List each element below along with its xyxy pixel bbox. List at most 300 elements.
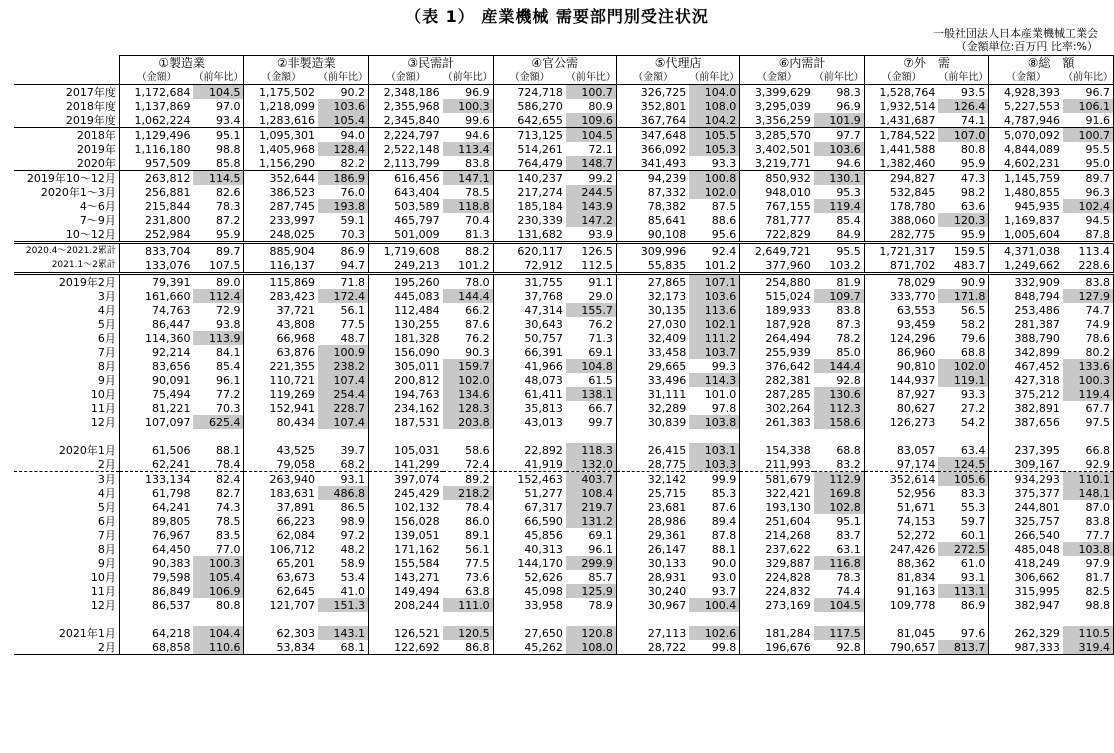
amount-cell: 871,702 [889, 258, 936, 272]
amount-cell: 109,778 [889, 598, 936, 612]
amount-cell: 233,997 [269, 213, 316, 227]
ratio-cell: 109.7 [814, 289, 865, 303]
amount-cell: 74,763 [151, 303, 191, 317]
spacer-cell [740, 429, 814, 443]
ratio-cell: 87.6 [689, 500, 740, 514]
ratio-cell: 96.7 [1063, 85, 1114, 100]
amount-cell: 32,289 [647, 401, 687, 415]
amount-cell: 79,058 [276, 457, 316, 471]
amount-cell: 91,163 [896, 584, 936, 598]
amount-cell: 64,450 [151, 542, 191, 556]
amount-cell: 532,845 [889, 185, 936, 199]
table-row [14, 584, 1114, 598]
ratio-cell: 111.2 [689, 331, 740, 345]
ratio-cell: 78.0 [443, 274, 494, 290]
ratio-cell: 74.1 [938, 113, 989, 128]
amount-cell: 264,494 [765, 331, 811, 345]
amount-cell: 948,010 [765, 185, 811, 199]
amount-cell: 90,810 [896, 359, 936, 373]
amount-cell: 114,360 [144, 331, 191, 345]
table-row [14, 373, 1114, 387]
amount-cell: 215,844 [144, 199, 191, 213]
amount-cell: 66,590 [524, 514, 563, 528]
ratio-cell: 74.3 [193, 500, 244, 514]
ratio-cell: 48.7 [318, 331, 369, 345]
ratio-cell: 89.7 [193, 243, 244, 259]
ratio-cell: 69.1 [566, 528, 617, 542]
ratio-cell: 77.0 [193, 542, 244, 556]
ratio-cell: 63.4 [938, 443, 989, 457]
ratio-cell: 92.8 [814, 373, 865, 387]
amount-cell: 850,932 [740, 171, 814, 186]
ratio-cell: 72.1 [566, 142, 617, 156]
amount-cell: 40,313 [524, 542, 563, 556]
row-label: 7月 [14, 528, 119, 542]
amount-cell: 62,241 [151, 457, 191, 471]
ratio-cell: 87.5 [689, 199, 740, 213]
amount-cell: 501,009 [394, 227, 440, 241]
ratio-cell: 92.8 [814, 640, 865, 655]
ratio-cell: 148.1 [1063, 486, 1114, 500]
ratio-cell: 147.1 [443, 171, 494, 186]
amount-cell: 4,928,393 [989, 85, 1063, 100]
table-row [14, 542, 1114, 556]
ratio-cell: 78.4 [193, 457, 244, 472]
row-label: 10月 [14, 387, 119, 401]
ratio-cell: 95.9 [938, 227, 989, 243]
row-label: 5月 [14, 500, 119, 514]
ratio-cell: 101.2 [443, 258, 494, 274]
ratio-cell: 74.7 [1063, 303, 1114, 317]
amount-cell: 1,218,099 [259, 99, 316, 113]
ratio-cell: 112.9 [814, 472, 865, 487]
ratio-cell: 93.9 [566, 227, 617, 243]
ratio-cell: 93.0 [689, 570, 740, 584]
row-label: 5月 [14, 317, 119, 331]
ratio-subheader: （前年比） [193, 72, 244, 83]
ratio-cell: 39.7 [318, 443, 369, 457]
amount-cell: 47,314 [524, 303, 563, 317]
ratio-cell: 119.4 [1063, 387, 1114, 401]
ratio-cell: 105.6 [938, 472, 989, 487]
ratio-subheader: （前年比） [813, 72, 864, 83]
ratio-cell: 244.5 [566, 185, 617, 199]
ratio-cell: 112.4 [193, 289, 244, 303]
column-header: ④官公需 [493, 56, 616, 72]
table-row [14, 199, 1114, 213]
ratio-cell: 98.9 [318, 514, 369, 528]
ratio-cell: 159.5 [938, 243, 989, 259]
ratio-cell: 103.1 [689, 443, 740, 457]
table-row [14, 626, 1114, 640]
ratio-cell: 98.2 [938, 185, 989, 199]
amount-cell: 249,213 [394, 258, 440, 272]
amount-cell: 65,201 [276, 556, 316, 570]
ratio-cell: 85.4 [814, 213, 865, 227]
amount-cell: 445,083 [394, 289, 440, 303]
ratio-cell: 58.9 [318, 556, 369, 570]
amount-cell: 62,303 [276, 626, 316, 640]
ratio-cell: 158.6 [814, 415, 865, 429]
amount-cell: 642,655 [517, 113, 563, 127]
ratio-cell: 119.4 [814, 199, 865, 213]
amount-cell: 52,272 [896, 528, 936, 542]
ratio-cell: 63.8 [443, 584, 494, 598]
amount-cell: 61,411 [524, 387, 563, 401]
amount-cell: 90,091 [151, 373, 191, 387]
amount-cell: 23,681 [647, 500, 687, 514]
ratio-cell: 82.2 [318, 156, 369, 171]
spacer-cell [14, 612, 119, 626]
amount-cell: 467,452 [1014, 359, 1060, 373]
table-row [14, 514, 1114, 528]
row-label: 6月 [14, 514, 119, 528]
row-label: 11月 [14, 401, 119, 415]
ratio-cell: 68.8 [938, 345, 989, 359]
table-row [14, 128, 1114, 143]
ratio-cell: 105.3 [689, 142, 740, 156]
ratio-cell: 58.6 [443, 443, 494, 457]
ratio-cell: 56.5 [938, 303, 989, 317]
amount-cell: 68,858 [119, 640, 193, 655]
amount-cell: 208,244 [394, 598, 440, 612]
ratio-cell: 66.2 [443, 303, 494, 317]
ratio-cell: 228.6 [1063, 258, 1114, 274]
amount-cell: 248,025 [269, 227, 316, 241]
ratio-cell: 272.5 [938, 542, 989, 556]
ratio-cell: 72.9 [193, 303, 244, 317]
ratio-cell: 95.5 [814, 243, 865, 259]
ratio-cell: 128.4 [318, 142, 369, 156]
amount-cell: 1,283,616 [259, 113, 316, 127]
amount-cell: 957,509 [144, 156, 191, 170]
amount-cell: 43,525 [276, 443, 316, 457]
ratio-cell: 59.1 [318, 213, 369, 227]
column-header: ⑥内需計 [740, 56, 865, 72]
amount-cell: 4,371,038 [989, 243, 1063, 259]
amount-cell: 115,869 [244, 274, 318, 290]
spacer-cell [443, 429, 494, 443]
ratio-cell: 110.6 [193, 640, 244, 655]
row-label: 4月 [14, 486, 119, 500]
ratio-cell: 97.0 [193, 99, 244, 113]
ratio-cell: 112.3 [814, 401, 865, 415]
ratio-cell: 96.9 [814, 99, 865, 113]
amount-cell: 237,395 [1014, 443, 1060, 457]
ratio-cell: 124.5 [938, 457, 989, 472]
table-row [14, 99, 1114, 113]
table-row [14, 156, 1114, 171]
ratio-cell: 91.1 [566, 274, 617, 290]
ratio-cell: 107.0 [938, 128, 989, 143]
amount-cell: 141,299 [394, 457, 440, 471]
ratio-cell: 86.5 [318, 500, 369, 514]
amount-cell: 28,722 [616, 640, 689, 655]
ratio-cell: 254.4 [318, 387, 369, 401]
amount-cell: 255,939 [765, 345, 811, 359]
amount-cell: 193,130 [765, 500, 811, 514]
amount-cell: 63,553 [896, 303, 936, 317]
amount-cell: 427,318 [1014, 373, 1060, 387]
amount-cell: 28,775 [647, 457, 687, 471]
ratio-cell: 98.8 [193, 142, 244, 156]
ratio-cell: 78.5 [193, 514, 244, 528]
amount-cell: 790,657 [864, 640, 938, 655]
ratio-cell: 104.5 [193, 85, 244, 100]
amount-cell: 86,447 [151, 317, 191, 331]
ratio-cell: 113.6 [689, 303, 740, 317]
ratio-cell: 80.8 [193, 598, 244, 612]
ratio-cell: 82.6 [193, 185, 244, 199]
ratio-cell: 108.0 [689, 99, 740, 113]
amount-cell: 86,960 [896, 345, 936, 359]
row-label: 2019年 [14, 142, 119, 156]
table-row [14, 598, 1114, 612]
ratio-cell: 95.1 [193, 128, 244, 143]
ratio-cell: 100.3 [1063, 373, 1114, 387]
ratio-cell: 93.3 [689, 156, 740, 171]
ratio-cell: 144.4 [443, 289, 494, 303]
row-label: 2019年度 [14, 113, 119, 128]
spacer-cell [119, 429, 193, 443]
amount-cell: 287,745 [269, 199, 316, 213]
spacer-cell [1063, 612, 1114, 626]
amount-cell: 302,264 [765, 401, 811, 415]
ratio-cell: 84.1 [193, 345, 244, 359]
amount-subheader: （金額） [864, 71, 938, 85]
amount-cell: 4,844,089 [1003, 142, 1060, 156]
subheader-row [14, 71, 1114, 85]
ratio-cell: 104.5 [566, 128, 617, 143]
amount-cell: 306,662 [1014, 570, 1060, 584]
amount-cell: 1,382,460 [879, 156, 936, 170]
row-label: 2月 [14, 457, 119, 472]
ratio-cell: 68.2 [318, 457, 369, 472]
ratio-cell: 102.4 [1063, 199, 1114, 213]
ratio-cell: 97.5 [1063, 415, 1114, 429]
ratio-cell: 107.1 [689, 274, 740, 290]
ratio-cell: 105.4 [318, 113, 369, 128]
spacer-row [14, 429, 1114, 443]
spacer-cell [1063, 429, 1114, 443]
amount-cell: 195,260 [369, 274, 443, 290]
amount-cell: 2,345,840 [383, 113, 440, 127]
amount-cell: 66,968 [276, 331, 316, 345]
amount-cell: 85,641 [647, 213, 687, 227]
amount-cell: 33,458 [647, 345, 687, 359]
ratio-cell: 155.7 [566, 303, 617, 317]
ratio-cell: 78.2 [814, 331, 865, 345]
amount-cell: 110,721 [269, 373, 316, 387]
amount-cell: 87,332 [647, 185, 687, 199]
amount-subheader: （金額） [244, 71, 318, 85]
ratio-cell: 151.3 [318, 598, 369, 612]
amount-cell: 934,293 [989, 472, 1063, 487]
ratio-cell: 94.5 [1063, 213, 1114, 227]
spacer-cell [566, 612, 617, 626]
spacer-cell [740, 612, 814, 626]
ratio-cell: 77.2 [193, 387, 244, 401]
ratio-cell: 130.1 [814, 171, 865, 186]
amount-cell: 217,274 [517, 185, 563, 199]
amount-cell: 30,240 [647, 584, 687, 598]
ratio-cell: 86.0 [443, 514, 494, 528]
unit-note: （金額単位:百万円 比率:%） [955, 40, 1098, 53]
amount-cell: 51,671 [896, 500, 936, 514]
ratio-cell: 56.1 [318, 303, 369, 317]
amount-cell: 45,262 [493, 640, 566, 655]
ratio-cell: 102.0 [938, 359, 989, 373]
amount-cell: 89,805 [151, 514, 191, 528]
ratio-cell: 66.7 [566, 401, 617, 415]
amount-cell: 764,479 [517, 156, 563, 170]
amount-cell: 3,295,039 [754, 99, 811, 113]
amount-cell: 231,800 [144, 213, 191, 227]
ratio-cell: 29.0 [566, 289, 617, 303]
amount-cell: 1,175,502 [244, 85, 318, 100]
amount-cell: 2,522,148 [383, 142, 440, 156]
amount-cell: 245,429 [394, 486, 440, 500]
ratio-cell: 486.8 [318, 486, 369, 500]
ratio-cell: 102.0 [689, 185, 740, 199]
ratio-cell: 95.9 [193, 227, 244, 243]
ratio-cell: 73.6 [443, 570, 494, 584]
ratio-cell: 148.7 [566, 156, 617, 171]
amount-cell: 1,932,514 [879, 99, 936, 113]
amount-cell: 119,269 [269, 387, 316, 401]
ratio-cell: 813.7 [938, 640, 989, 655]
header-corner [14, 56, 119, 72]
page-title: （表 1） 産業機械 需要部門別受注状況 [405, 7, 709, 26]
amount-cell: 1,441,588 [879, 142, 936, 156]
amount-cell: 326,725 [616, 85, 689, 100]
ratio-cell: 85.8 [193, 156, 244, 171]
amount-cell: 987,333 [989, 640, 1063, 655]
amount-cell: 25,715 [647, 486, 687, 500]
ratio-cell: 78.6 [1063, 331, 1114, 345]
ratio-cell: 99.2 [566, 171, 617, 186]
ratio-cell: 84.9 [814, 227, 865, 243]
amount-cell: 116,137 [269, 258, 316, 272]
row-label: 7月 [14, 345, 119, 359]
ratio-cell: 53.4 [318, 570, 369, 584]
ratio-cell: 68.8 [814, 443, 865, 457]
amount-cell: 1,095,301 [244, 128, 318, 143]
amount-subheader: （金額） [989, 71, 1063, 85]
amount-cell: 27,865 [616, 274, 689, 290]
amount-cell: 3,402,501 [754, 142, 811, 156]
ratio-cell: 81.3 [443, 227, 494, 243]
amount-cell: 263,940 [244, 472, 318, 487]
ratio-cell: 103.6 [318, 99, 369, 113]
ratio-cell: 106.1 [1063, 99, 1114, 113]
spacer-cell [244, 429, 318, 443]
ratio-cell: 47.3 [938, 171, 989, 186]
ratio-cell: 120.5 [443, 626, 494, 640]
ratio-cell: 118.8 [443, 199, 494, 213]
ratio-cell: 94.6 [443, 128, 494, 143]
amount-cell: 139,051 [394, 528, 440, 542]
ratio-cell: 80.8 [938, 142, 989, 156]
ratio-cell: 104.4 [193, 626, 244, 640]
amount-cell: 848,794 [1014, 289, 1060, 303]
ratio-cell: 96.1 [193, 373, 244, 387]
ratio-cell: 83.8 [1063, 514, 1114, 528]
amount-cell: 397,074 [369, 472, 443, 487]
amount-cell: 94,239 [616, 171, 689, 186]
spacer-cell [193, 612, 244, 626]
amount-cell: 37,721 [276, 303, 316, 317]
amount-cell: 3,219,771 [754, 156, 811, 170]
table-row [14, 415, 1114, 429]
amount-cell: 388,060 [889, 213, 936, 227]
ratio-cell: 71.8 [318, 274, 369, 290]
amount-cell: 713,125 [493, 128, 566, 143]
ratio-cell: 81.9 [814, 274, 865, 290]
amount-cell: 251,604 [765, 514, 811, 528]
ratio-cell: 138.1 [566, 387, 617, 401]
table-row [14, 500, 1114, 514]
amount-cell: 1,129,496 [119, 128, 193, 143]
table-row [14, 317, 1114, 331]
table-row [14, 85, 1114, 100]
amount-cell: 352,644 [244, 171, 318, 186]
spacer-row [14, 612, 1114, 626]
ratio-cell: 105.5 [689, 128, 740, 143]
amount-cell: 261,383 [765, 415, 811, 429]
ratio-cell: 83.7 [814, 528, 865, 542]
amount-cell: 126,273 [889, 415, 936, 429]
amount-cell: 51,277 [524, 486, 563, 500]
ratio-cell: 82.7 [193, 486, 244, 500]
amount-cell: 126,521 [394, 626, 440, 640]
ratio-cell: 77.5 [318, 317, 369, 331]
amount-cell: 79,391 [119, 274, 193, 290]
ratio-cell: 105.4 [193, 570, 244, 584]
ratio-cell: 110.5 [1063, 626, 1114, 640]
spacer-cell [193, 429, 244, 443]
ratio-cell: 483.7 [938, 258, 989, 274]
column-header: ①製造業 [119, 56, 244, 72]
amount-subheader: （金額） [740, 71, 814, 85]
amount-cell: 211,993 [765, 457, 811, 471]
amount-cell: 367,764 [640, 113, 687, 127]
table-row [14, 345, 1114, 359]
amount-cell: 81,834 [896, 570, 936, 584]
amount-cell: 62,645 [276, 584, 316, 598]
amount-cell: 252,984 [144, 227, 191, 241]
ratio-cell: 78.5 [443, 185, 494, 199]
amount-cell: 144,170 [517, 556, 563, 570]
ratio-cell: 147.2 [566, 213, 617, 227]
amount-cell: 62,084 [276, 528, 316, 542]
spacer-cell [689, 612, 740, 626]
amount-cell: 80,627 [896, 401, 936, 415]
table-row [14, 243, 1114, 259]
spacer-cell [938, 429, 989, 443]
table-row [14, 227, 1114, 243]
ratio-cell: 219.7 [566, 500, 617, 514]
ratio-cell: 63.6 [938, 199, 989, 213]
amount-cell: 87,927 [896, 387, 936, 401]
ratio-cell: 97.9 [1063, 556, 1114, 570]
amount-cell: 287,285 [765, 387, 811, 401]
amount-cell: 66,223 [276, 514, 316, 528]
spacer-cell [369, 612, 443, 626]
table-row [14, 401, 1114, 415]
ratio-cell: 110.1 [1063, 472, 1114, 487]
ratio-cell: 108.0 [566, 640, 617, 655]
